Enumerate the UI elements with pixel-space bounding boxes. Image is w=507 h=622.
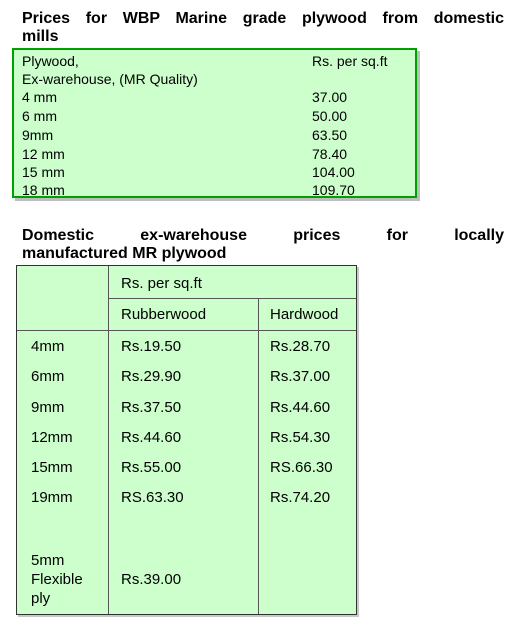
- price-cell: 104.00: [312, 164, 355, 180]
- size-cell: 4 mm: [22, 89, 57, 105]
- marine-price-table: [12, 48, 417, 198]
- price-cell: 109.70: [312, 182, 355, 198]
- size-cell: 9mm: [22, 127, 54, 143]
- table-row: [22, 107, 412, 125]
- heading-line-2: mills: [22, 28, 59, 45]
- hardwood-header: Hardwood: [270, 306, 339, 323]
- hardwood-cell: Rs.44.60: [270, 399, 331, 416]
- column-divider: [258, 298, 259, 614]
- table-row: [22, 126, 412, 144]
- mr-plywood-heading: [22, 227, 504, 263]
- hardwood-cell: RS.66.30: [270, 459, 333, 476]
- table-row: [22, 181, 412, 199]
- rubberwood-cell: Rs.37.50: [121, 399, 182, 416]
- rubberwood-cell: Rs.29.90: [121, 368, 182, 385]
- flex-size-line-1: 5mm: [31, 552, 65, 569]
- rubberwood-cell: Rs.44.60: [121, 429, 182, 446]
- hardwood-cell: Rs.37.00: [270, 368, 331, 385]
- heading-line-1: Domestic ex-warehouse prices for locally: [22, 227, 504, 244]
- size-cell: 19mm: [31, 489, 73, 506]
- price-cell: 37.00: [312, 89, 348, 105]
- heading-line-2: manufactured MR plywood: [22, 245, 227, 262]
- rubberwood-cell: Rs.55.00: [121, 459, 182, 476]
- price-cell: 63.50: [312, 127, 348, 143]
- table-header-row: [22, 52, 412, 70]
- size-cell: 12 mm: [22, 146, 65, 162]
- rubberwood-cell: RS.63.30: [121, 489, 184, 506]
- size-cell: 15 mm: [22, 164, 65, 180]
- size-cell: 6 mm: [22, 108, 57, 124]
- row-divider: [109, 298, 356, 299]
- flex-rubberwood-cell: Rs.39.00: [121, 571, 182, 588]
- size-cell: 12mm: [31, 429, 73, 446]
- price-cell: 78.40: [312, 146, 348, 162]
- rubberwood-cell: Rs.19.50: [121, 338, 182, 355]
- table-row: [22, 88, 412, 106]
- table-row: [22, 145, 412, 163]
- price-cell: 50.00: [312, 108, 348, 124]
- row-divider: [17, 330, 356, 331]
- hardwood-cell: Rs.74.20: [270, 489, 331, 506]
- flex-size-line-2: Flexible: [31, 571, 83, 588]
- table-header-row-2: [22, 70, 412, 88]
- heading-line-1: Prices for WBP Marine grade plywood from domestic: [22, 10, 504, 27]
- quality-header: Ex-warehouse, (MR Quality): [22, 71, 198, 87]
- mr-price-table: [16, 265, 357, 615]
- hardwood-cell: Rs.54.30: [270, 429, 331, 446]
- price-header: Rs. per sq.ft: [312, 53, 388, 69]
- table-row: [22, 163, 412, 181]
- marine-plywood-heading: [22, 10, 504, 46]
- plywood-header: Plywood,: [22, 53, 79, 69]
- group-header: Rs. per sq.ft: [121, 275, 202, 292]
- flex-size-line-3: ply: [31, 590, 51, 607]
- size-cell: 9mm: [31, 399, 65, 416]
- hardwood-cell: Rs.28.70: [270, 338, 331, 355]
- size-cell: 15mm: [31, 459, 73, 476]
- column-divider: [108, 266, 109, 614]
- rubberwood-header: Rubberwood: [121, 306, 207, 323]
- size-cell: 4mm: [31, 338, 65, 355]
- size-cell: 6mm: [31, 368, 65, 385]
- size-cell: 18 mm: [22, 182, 65, 198]
